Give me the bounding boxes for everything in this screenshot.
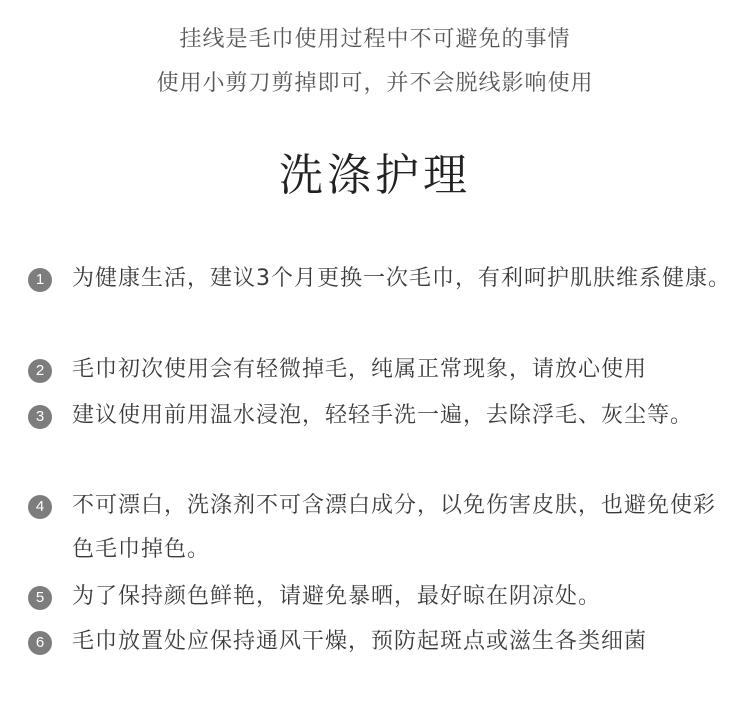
care-item-text: 毛巾初次使用会有轻微掉毛，纯属正常现象，请放心使用 bbox=[72, 357, 648, 382]
care-item-text: 建议使用前用温水浸泡，轻轻手洗一遍，去除浮毛、灰尘等。 bbox=[72, 403, 694, 428]
number-2-icon: 2 bbox=[28, 359, 52, 383]
intro-line-1: 挂线是毛巾使用过程中不可避免的事情 bbox=[179, 27, 571, 52]
number-4-icon: 4 bbox=[28, 495, 52, 519]
number-5-icon: 5 bbox=[28, 586, 52, 610]
number-1-icon: 1 bbox=[28, 268, 52, 292]
number-3-icon: 3 bbox=[28, 405, 52, 429]
care-item-text: 不可漂白，洗涤剂不可含漂白成分，以免伤害皮肤，也避免使彩色毛巾掉色。 bbox=[72, 493, 717, 562]
intro-line-2: 使用小剪刀剪掉即可，并不会脱线影响使用 bbox=[156, 71, 594, 96]
section-title: 洗涤护理 bbox=[279, 150, 471, 201]
care-item-text: 毛巾放置处应保持通风干燥，预防起斑点或滋生各类细菌 bbox=[72, 629, 648, 654]
number-6-icon: 6 bbox=[28, 631, 52, 655]
care-item-text: 为了保持颜色鲜艳，请避免暴晒，最好晾在阴凉处。 bbox=[72, 584, 602, 609]
care-item-text: 为健康生活，建议3个月更换一次毛巾，有利呵护肌肤维系健康。 bbox=[72, 266, 731, 291]
